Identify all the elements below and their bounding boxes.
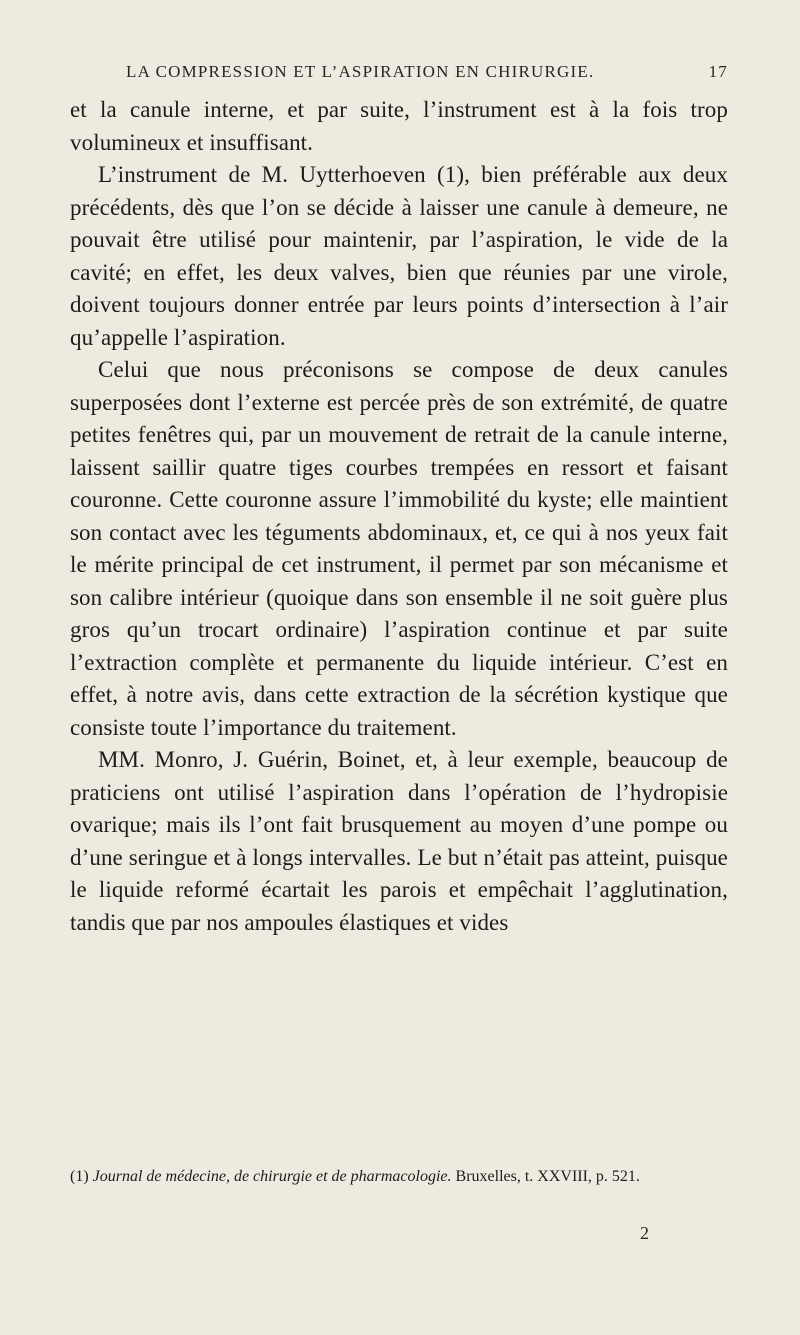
footnote: [70, 1166, 728, 1187]
running-head: LA COMPRESSION ET L’ASPIRATION EN CHIRURGIE.: [126, 62, 595, 81]
paragraph-instrument: Celui que nous préconisons se compose de deux canules superposées dont l’externe est percée près de son extrémité, de quatre petites fenêtres qui, par un mouvement de retrait de la canule interne, laissent saillir quatre tiges courbes trempées en ressort et faisant couronne. Cette couronne assure l’immobilité du kyste; elle maintient son contact avec les téguments abdominaux, et, ce qui à nos yeux fait le mérite principal de cet instrument, il permet par son mécanisme et son calibre intérieur (quoique dans son ensemble il ne soit guère plus gros qu’un trocart ordinaire) l’aspiration continue et par suite l’extraction complète et permanente du liquide intérieur. C’est en effet, à notre avis, dans cette extraction de la sécrétion kystique que consiste toute l’importance du traitement.: [70, 357, 728, 740]
page-header: [70, 62, 728, 86]
body-text: [70, 94, 728, 939]
paragraph-uytterhoeven: L’instrument de M. Uytterhoeven (1), bien préférable aux deux précédents, dès que l’on se décide à laisser une canule à demeure, ne pouvait être utilisé pour maintenir, par l’aspiration, le vide de la cavité; en effet, les deux valves, bien que réunies par une virole, doivent toujours donner entrée par leurs points d’intersection à l’air qu’appelle l’aspiration.: [70, 162, 728, 350]
paragraph-continuation: et la canule interne, et par suite, l’instrument est à la fois trop volumineux et insuffisant.: [70, 97, 728, 155]
footnote-marker: (1): [70, 1168, 89, 1185]
footnote-rest: Bruxelles, t. XXVIII, p. 521.: [451, 1168, 640, 1185]
paragraph-monro: MM. Monro, J. Guérin, Boinet, et, à leur exemple, beaucoup de praticiens ont utilisé l’aspiration dans l’opération de l’hydropisie ovarique; mais ils l’ont fait brusquement au moyen d’une pompe ou d’une seringue et à longs intervalles. Le but n’était pas atteint, puisque le liquide reformé écartait les parois et empêchait l’agglutination, tandis que par nos ampoules élastiques et vides: [70, 747, 728, 935]
page-number: 17: [708, 62, 728, 81]
footnote-title: Journal de médecine, de chirurgie et de pharmacologie.: [92, 1168, 452, 1185]
printer-signature: 2: [640, 1223, 649, 1243]
